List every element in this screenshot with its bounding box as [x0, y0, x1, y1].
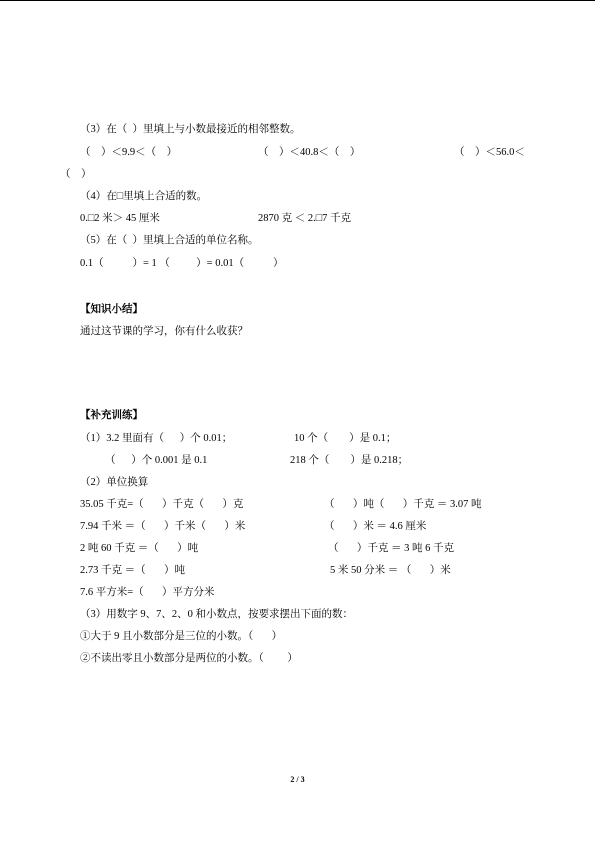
- conversion-row-2-right: （ ）米 ＝ 4.6 厘米: [324, 521, 427, 532]
- q4-item-a: 0.□2 米＞ 45 厘米: [80, 213, 160, 224]
- training-q1-c: （ ）个 0.001 是 0.1: [105, 455, 208, 466]
- conversion-row-2-left: 7.94 千米 ＝（ ）千米（ ）米: [80, 521, 246, 532]
- q3-item-b: （ ）＜40.8＜（ ）: [258, 147, 361, 158]
- q3-item-c-cont: （ ）: [60, 169, 92, 180]
- page-number: 2 / 3: [290, 775, 305, 784]
- conversion-row-4-right: 5 米 50 分米 ＝ （ ）米: [330, 565, 451, 576]
- header-rule: [0, 0, 595, 1]
- conversion-row-3-left: 2 吨 60 千克 ＝（ ）吨: [80, 543, 199, 554]
- conversion-row-1-right: （ ）吨（ ）千克 ＝ 3.07 吨: [324, 499, 482, 510]
- summary-heading: 【知识小结】: [80, 304, 143, 315]
- q5-item-a: 0.1（ ）= 1 （ ）= 0.01（ ）: [80, 258, 284, 269]
- conversion-row-1-left: 35.05 千克=（ ）千克（ ）克: [80, 499, 244, 510]
- q3-title: （3）在（ ）里填上与小数最接近的相邻整数。: [80, 124, 301, 135]
- training-q3-item-2: ②不读出零且小数部分是两位的小数。（ ）: [80, 653, 298, 664]
- conversion-row-4-left: 2.73 千克 ＝（ ）吨: [80, 565, 185, 576]
- q3-item-a: （ ）＜9.9＜（ ）: [80, 147, 178, 158]
- summary-prompt: 通过这节课的学习，你有什么收获？: [80, 326, 248, 337]
- training-q1-d: 218 个（ ）是 0.218；: [290, 455, 409, 466]
- q4-title: （4）在□里填上合适的数。: [80, 191, 208, 202]
- training-q1-a: （1）3.2 里面有（ ）个 0.01；: [80, 433, 233, 444]
- training-q2-title: （2）单位换算: [80, 477, 149, 488]
- q4-item-b: 2870 克 ＜ 2.□7 千克: [258, 213, 351, 224]
- training-heading: 【补充训练】: [80, 410, 143, 421]
- q3-item-c: （ ）＜56.0＜: [454, 147, 525, 158]
- conversion-row-5-left: 7.6 平方米=（ ）平方分米: [80, 587, 215, 598]
- training-q3-title: （3）用数字 9、7、2、0 和小数点，按要求摆出下面的数：: [80, 609, 353, 620]
- training-q1-b: 10 个（ ）是 0.1；: [294, 433, 397, 444]
- q5-title: （5）在（ ）里填上合适的单位名称。: [80, 235, 259, 246]
- training-q3-item-1: ①大于 9 且小数部分是三位的小数。（ ）: [80, 631, 283, 642]
- conversion-row-3-right: （ ）千克 ＝ 3 吨 6 千克: [328, 543, 454, 554]
